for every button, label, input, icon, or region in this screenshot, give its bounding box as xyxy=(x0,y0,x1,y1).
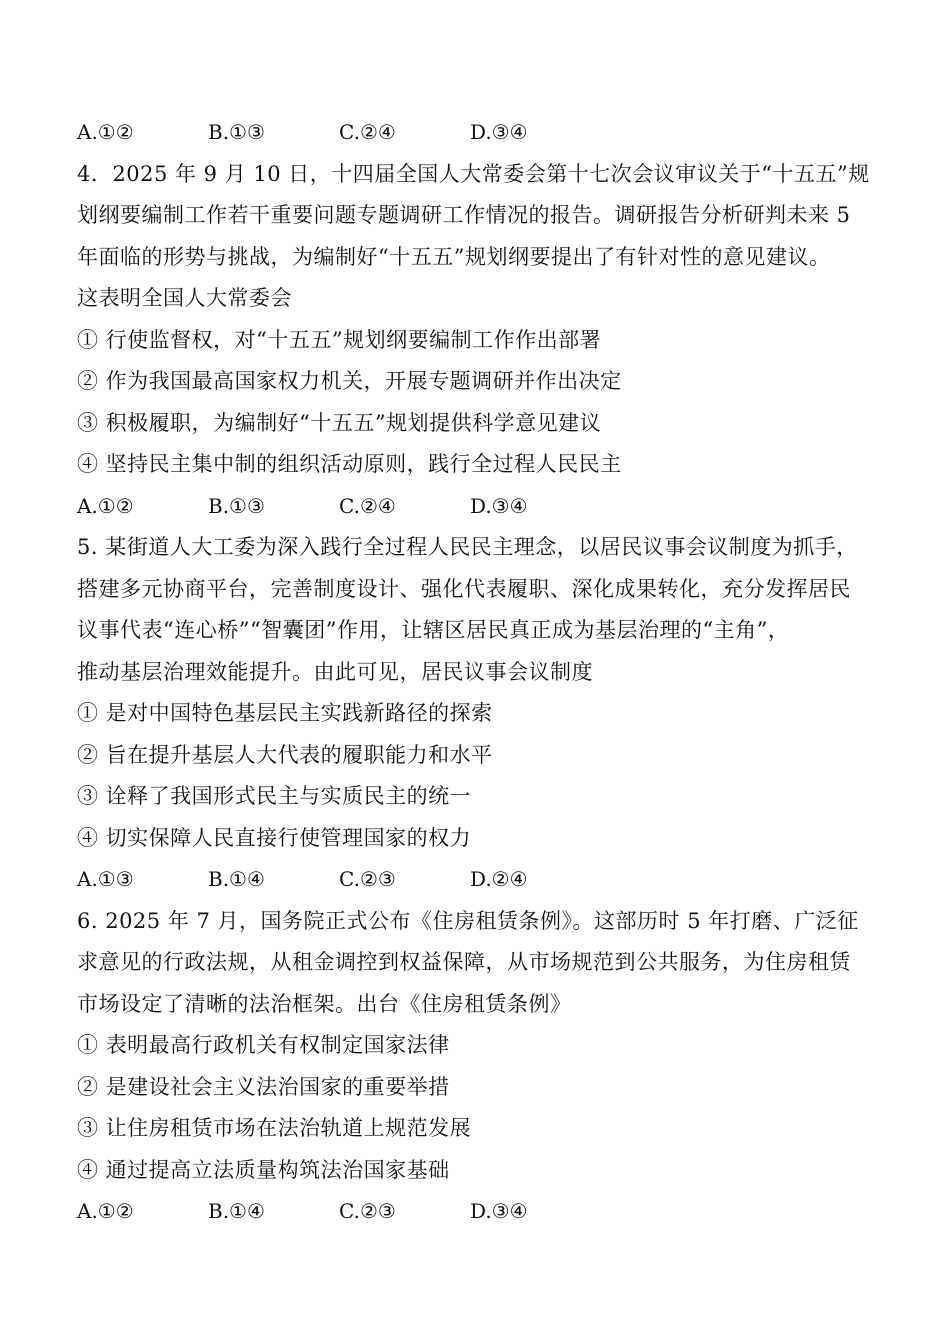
statement-item: ③ 诠释了我国形式民主与实质民主的统一 xyxy=(77,784,472,808)
question-stem-line: 推动基层治理效能提升。由此可见，居民议事会议制度 xyxy=(77,659,593,684)
option-a: A.①② xyxy=(77,1199,134,1223)
option-b: B.①③ xyxy=(208,120,265,144)
option-a: A.①② xyxy=(77,493,134,518)
statement-item: ② 作为我国最高国家权力机关，开展专题调研并作出决定 xyxy=(77,369,622,393)
question-stem-line: 这表明全国人大常委会 xyxy=(77,286,292,310)
exam-page xyxy=(77,112,897,1233)
option-d: D.③④ xyxy=(470,1199,528,1223)
answer-options xyxy=(77,859,897,901)
question-stem-line: 市场设定了清晰的法治框架。出台《住房租赁条例》 xyxy=(77,991,572,1016)
statement-item: ③ 让住房租赁市场在法治轨道上规范发展 xyxy=(77,1116,472,1140)
option-d: D.③④ xyxy=(470,120,528,144)
statement-item: ① 表明最高行政机关有权制定国家法律 xyxy=(77,1033,450,1057)
answer-options xyxy=(77,112,897,154)
statement-item: ① 行使监督权，对“十五五”规划纲要编制工作作出部署 xyxy=(77,327,602,352)
option-b: B.①④ xyxy=(208,1199,265,1223)
question-5 xyxy=(77,527,897,901)
question-stem-line: 划纲要编制工作若干重要问题专题调研工作情况的报告。调研报告分析研判未来 5 xyxy=(77,203,851,227)
question-6 xyxy=(77,901,897,1233)
option-c: C.②④ xyxy=(339,493,396,518)
option-c: C.②④ xyxy=(339,120,396,144)
question-4 xyxy=(77,154,897,528)
option-d: D.②④ xyxy=(470,867,528,891)
statement-item: ② 是建设社会主义法治国家的重要举措 xyxy=(77,1074,450,1099)
statement-item: ④ 通过提高立法质量构筑法治国家基础 xyxy=(77,1157,450,1182)
option-d: D.③④ xyxy=(470,493,528,518)
question-stem-line: 议事代表“连心桥”“智囊团”作用，让辖区居民真正成为基层治理的“主角”， xyxy=(77,618,790,642)
statement-item: ① 是对中国特色基层民主实践新路径的探索 xyxy=(77,701,493,725)
statement-item: ④ 坚持民主集中制的组织活动原则，践行全过程人民民主 xyxy=(77,452,622,476)
option-b: B.①④ xyxy=(208,867,265,891)
answer-options xyxy=(77,486,897,528)
statement-item: ③ 积极履职，为编制好“十五五”规划提供科学意见建议 xyxy=(77,410,602,435)
option-c: C.②③ xyxy=(339,867,396,891)
statement-item: ② 旨在提升基层人大代表的履职能力和水平 xyxy=(77,742,493,767)
question-stem-line: 6. 2025 年 7 月，国务院正式公布《住房租赁条例》。这部历时 5 年打磨、广泛征 xyxy=(77,908,859,933)
question-stem-line: 5. 某街道人大工委为深入践行全过程人民民主理念，以居民议事会议制度为抓手， xyxy=(77,535,858,559)
answer-options xyxy=(77,1191,897,1233)
question-stem-line: 搭建多元协商平台，完善制度设计、强化代表履职、深化成果转化，充分发挥居民 xyxy=(77,576,851,601)
option-c: C.②③ xyxy=(339,1199,396,1223)
statement-item: ④ 切实保障人民直接行使管理国家的权力 xyxy=(77,825,472,850)
option-a: A.①③ xyxy=(77,867,134,891)
question-stem-line: 年面临的形势与挑战，为编制好“十五五”规划纲要提出了有针对性的意见建议。 xyxy=(77,244,831,269)
question-stem-line: 求意见的行政法规，从租金调控到权益保障，从市场规范到公共服务，为住房租赁 xyxy=(77,950,851,974)
option-b: B.①③ xyxy=(208,493,265,518)
option-a: A.①② xyxy=(77,120,134,144)
question-stem-line: 4．2025 年 9 月 10 日，十四届全国人大常委会第十七次会议审议关于“十五五”规 xyxy=(77,161,870,186)
